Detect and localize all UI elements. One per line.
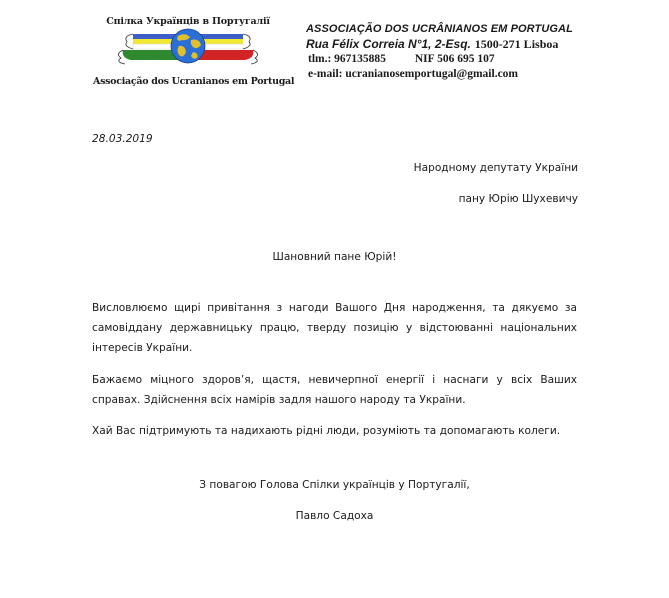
body-paragraph: Висловлюємо щирі привітання з нагоди Вашого Дня народження, та дякуємо за самовіддану державницьку працю, тверду позицію у відстоюванні національних інтересів України. — [92, 302, 577, 354]
recipient-name: пану Юрію Шухевичу — [458, 193, 578, 205]
organization-logo — [93, 14, 295, 88]
recipient-title: Народному депутату України — [413, 162, 578, 174]
letter-date: 28.03.2019 — [92, 133, 153, 145]
phone-number: tlm.: 967135885 — [308, 53, 386, 65]
address-street: Rua Félix Correia N°1, 2-Esq. — [306, 37, 471, 51]
logo-banner-globe-icon — [93, 28, 283, 76]
logo-title-ukrainian: Спілка Українців в Португалії — [106, 16, 270, 27]
address-postal-city: 1500-271 Lisboa — [474, 37, 559, 51]
organization-name: ASSOCIAÇÃO DOS UCRÂNIANOS EM PORTUGAL — [306, 23, 573, 35]
globe-icon — [171, 29, 205, 63]
signature-name: Павло Садоха — [295, 510, 374, 522]
organization-email: e-mail: ucranianosemportugal@gmail.com — [308, 68, 519, 80]
organization-info — [306, 22, 573, 82]
logo-title-portuguese: Associação dos Ucranianos em Portugal — [93, 76, 295, 87]
organization-phone-nif — [306, 52, 573, 67]
nif-number: NIF 506 695 107 — [414, 53, 495, 65]
organization-address — [306, 37, 573, 52]
salutation: Шановний пане Юрій! — [272, 251, 397, 263]
closing-line: З повагою Голова Спілки українців у Португалії, — [199, 479, 470, 491]
body-paragraph: Бажаємо міцного здоров’я, щастя, невичерпної енергії і наснаги у всіх Ваших справах. Здійснення всіх намірів задля нашого народу та України. — [92, 374, 577, 406]
body-paragraph: Хай Вас підтримують та надихають рідні люди, розуміють та допомагають колеги. — [92, 425, 561, 437]
